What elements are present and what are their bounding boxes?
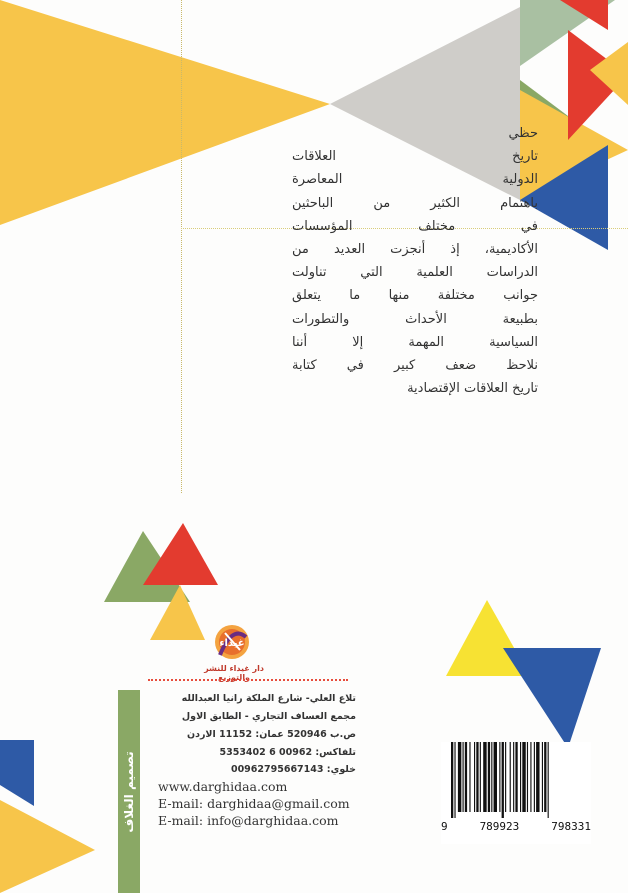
- barcode-bar: [488, 742, 490, 812]
- barcode-bar: [469, 742, 470, 812]
- address-line-2: مجمع العساف التجاري - الطابق الاول: [181, 711, 356, 722]
- cover-design-credit-bar: [118, 690, 140, 893]
- yellow-triangle-top-left: [0, 0, 330, 225]
- blue-triangle-bottom: [503, 648, 601, 748]
- publisher-contact-info: [158, 690, 358, 829]
- barcode-bar: [463, 742, 464, 812]
- barcode-bar: [542, 742, 543, 812]
- barcode-bar: [494, 742, 497, 812]
- barcode-icon: [441, 742, 591, 844]
- barcode-bar: [527, 742, 528, 812]
- email-link-2[interactable]: E-mail: info@darghidaa.com: [158, 813, 339, 828]
- po-box: ص.ب 520946 عمان: 11152 الاردن: [186, 729, 356, 740]
- barcode-bar: [520, 742, 521, 812]
- barcode-bar: [534, 742, 535, 812]
- blurb-line: الدولية المعاصرة: [292, 172, 538, 188]
- website-link[interactable]: www.darghidaa.com: [158, 779, 288, 794]
- barcode-digits: [441, 820, 591, 833]
- publisher-logo-icon: [192, 615, 272, 670]
- telefax: تلفاكس: 00962 6 5353402: [219, 747, 356, 758]
- barcode-bar: [502, 742, 504, 818]
- cover-design-credit: تصميم الغلاف: [122, 750, 136, 833]
- mobile-number: خلوي: 00962795667143: [230, 764, 356, 775]
- blurb-line: حظي: [508, 126, 538, 141]
- barcode-bar: [548, 742, 549, 818]
- back-cover-blurb: [292, 122, 538, 400]
- barcode-bar: [505, 742, 506, 812]
- blurb-line: جوانب مختلفة منها ما يتعلق: [292, 288, 538, 304]
- blurb-line: تاريخ العلاقات الإقتصادية: [407, 381, 538, 397]
- address-line-1: تلاع العلي- شارع الملكة رانيا العبدالله: [181, 693, 356, 704]
- publisher-name: دار غيداء للنشر والتوزيع: [204, 664, 264, 682]
- email-link-1[interactable]: E-mail: darghidaa@gmail.com: [158, 796, 350, 811]
- barcode-digit-group: 798331: [551, 820, 591, 833]
- blurb-line: باهتمام الكثير من الباحثين: [292, 195, 538, 211]
- barcode-bar: [499, 742, 500, 812]
- barcode-bar: [515, 742, 517, 812]
- barcode-bar: [483, 742, 486, 812]
- barcode-bar: [522, 742, 525, 812]
- barcode-bar: [510, 742, 511, 812]
- barcode-bar: [513, 742, 514, 812]
- blurb-line: في مختلف المؤسسات: [292, 218, 538, 234]
- barcode-digit-group: 789923: [479, 820, 520, 833]
- vertical-guide-line: [181, 0, 182, 493]
- barcode-bar: [476, 742, 478, 812]
- barcode-bar: [465, 742, 467, 812]
- blurb-line: نلاحظ ضعف كبير في كتابة: [292, 358, 538, 374]
- blurb-line: تاريخ العلاقات: [292, 149, 538, 165]
- blurb-line: الأكاديمية، إذ أنجزت العديد من: [292, 242, 538, 258]
- dotted-separator: [148, 679, 348, 681]
- barcode-bar: [474, 742, 475, 812]
- barcode-bar: [451, 742, 453, 818]
- barcode-bar: [491, 742, 492, 812]
- barcode-digit-group: 9: [441, 820, 448, 833]
- logo-text: غيداء: [219, 638, 245, 649]
- barcode-bar: [480, 742, 481, 812]
- barcode-bar: [454, 742, 455, 818]
- barcode-bar: [536, 742, 539, 812]
- blurb-line: بطبيعة الأحداث والتطورات: [292, 311, 538, 327]
- blurb-line: السياسية المهمة إلا أننا: [292, 334, 538, 350]
- barcode-bar: [530, 742, 531, 812]
- blurb-line: الدراسات العلمية التي تناولت: [292, 265, 538, 281]
- blue-triangle-bottom-left: [0, 740, 34, 806]
- barcode-bar: [458, 742, 461, 812]
- barcode-bar: [544, 742, 546, 812]
- yellow-triangle-bottom-left: [0, 800, 95, 893]
